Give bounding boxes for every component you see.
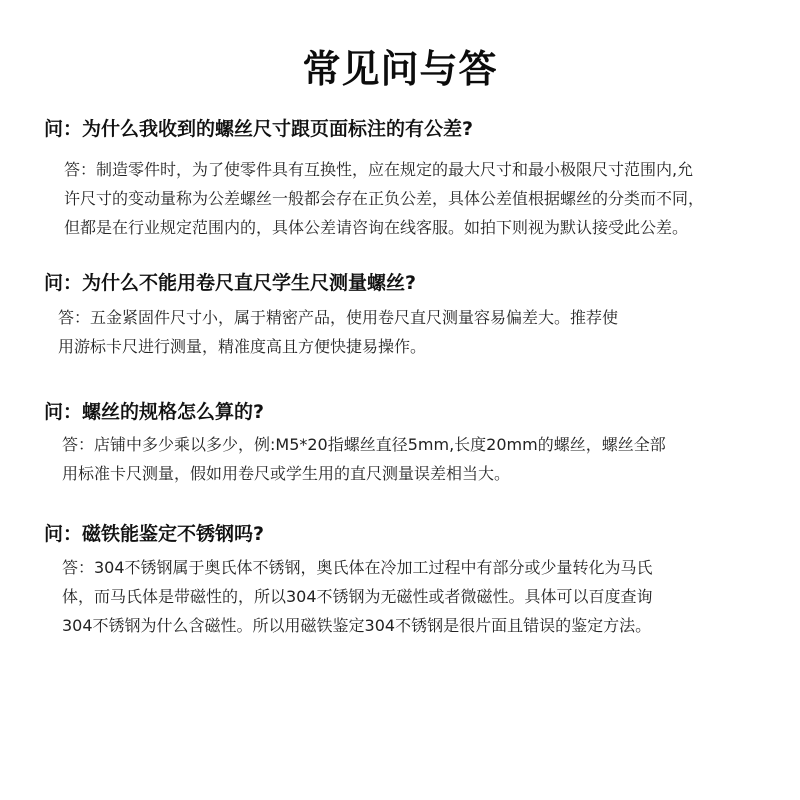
faq-answer-3-line-2: 用标准卡尺测量，假如用卷尺或学生用的直尺测量误差相当大。 [62, 464, 511, 483]
faq-answer-1 [64, 155, 704, 242]
faq-answer-4-line-1: 答：304不锈钢属于奥氏体不锈钢，奥氏体在冷加工过程中有部分或少量转化为马氏 [62, 558, 653, 577]
faq-answer-3 [62, 430, 666, 488]
faq-answer-2-line-2: 用游标卡尺进行测量，精准度高且方便快捷易操作。 [58, 337, 427, 356]
faq-answer-4 [62, 553, 653, 640]
faq-answer-2-line-1: 答：五金紧固件尺寸小，属于精密产品，使用卷尺直尺测量容易偏差大。推荐使 [58, 308, 619, 327]
faq-answer-1-line-1: 答：制造零件时，为了使零件具有互换性，应在规定的最大尺寸和最小极限尺寸范围内,允 [64, 160, 694, 179]
faq-answer-4-line-2: 体，而马氏体是带磁性的，所以304不锈钢为无磁性或者微磁性。具体可以百度查询 [62, 587, 653, 606]
faq-answer-2 [58, 303, 618, 361]
page-title: 常见问与答 [302, 47, 498, 91]
faq-answer-4-line-3: 304不锈钢为什么含磁性。所以用磁铁鉴定304不锈钢是很片面且错误的鉴定方法。 [62, 616, 652, 635]
faq-question-2: 问：为什么不能用卷尺直尺学生尺测量螺丝? [44, 272, 417, 294]
faq-answer-1-line-2: 许尺寸的变动量称为公差螺丝一般都会存在正负公差，具体公差值根据螺丝的分类而不同， [64, 189, 705, 208]
faq-answer-3-line-1: 答：店铺中多少乘以多少，例:M5*20指螺丝直径5mm,长度20mm的螺丝，螺丝全部 [62, 435, 666, 454]
faq-answer-1-line-3: 但都是在行业规定范围内的，具体公差请咨询在线客服。如拍下则视为默认接受此公差。 [64, 218, 689, 237]
faq-question-3: 问：螺丝的规格怎么算的? [44, 401, 265, 423]
faq-question-4: 问：磁铁能鉴定不锈钢吗? [44, 523, 265, 545]
faq-question-1: 问：为什么我收到的螺丝尺寸跟页面标注的有公差? [44, 118, 474, 140]
